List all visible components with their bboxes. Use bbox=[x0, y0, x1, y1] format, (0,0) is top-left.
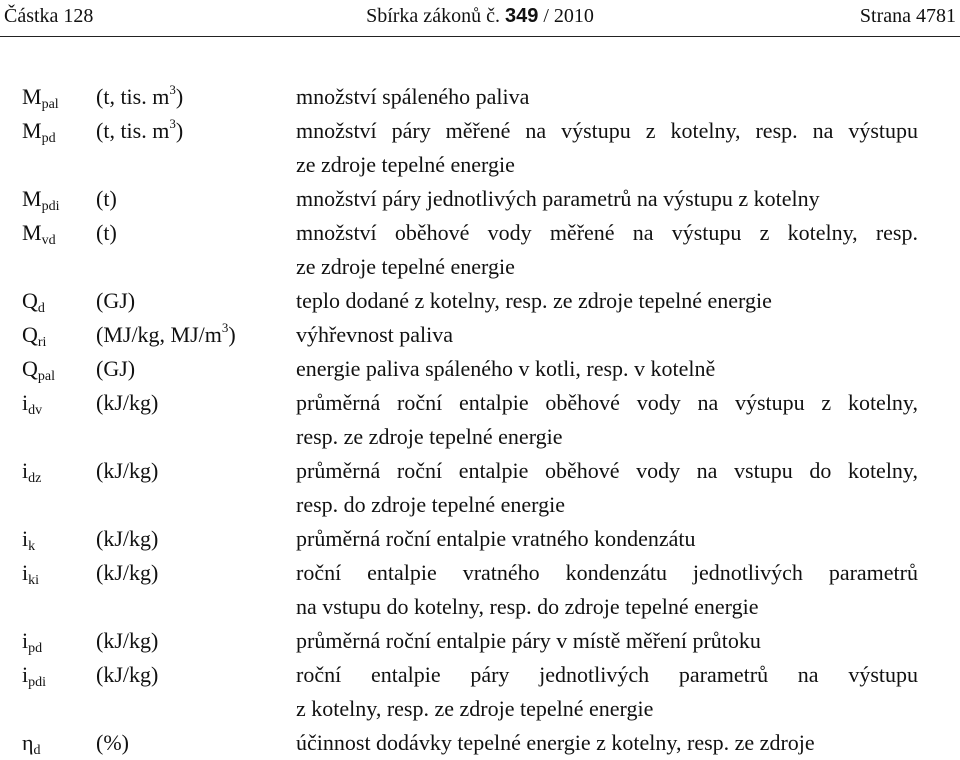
symbol-row bbox=[0, 352, 960, 386]
symbol-cell bbox=[0, 182, 92, 216]
symbol-cell bbox=[0, 658, 92, 692]
unit-text: (t) bbox=[96, 186, 117, 211]
symbol-subscript: d bbox=[37, 301, 45, 316]
symbol-row bbox=[0, 454, 960, 488]
symbol-row bbox=[0, 148, 960, 182]
symbol-row bbox=[0, 692, 960, 726]
symbol-letter: i bbox=[22, 458, 29, 483]
description-line: množství páry měřené na výstupu z kotelny, resp. na výstupu bbox=[296, 118, 918, 143]
unit-text: (kJ/kg) bbox=[96, 560, 159, 585]
description-line: energie paliva spáleného v kotli, resp. v kotelně bbox=[296, 356, 716, 381]
description-line: průměrná roční entalpie páry v místě měření průtoku bbox=[296, 628, 761, 653]
symbol-cell bbox=[0, 488, 92, 522]
unit-text: (t, tis. m bbox=[96, 84, 170, 109]
unit-cell bbox=[92, 250, 296, 284]
page-header bbox=[0, 2, 960, 32]
unit-text: (kJ/kg) bbox=[96, 662, 159, 687]
unit-cell bbox=[92, 522, 296, 556]
symbol-letter: i bbox=[22, 390, 29, 415]
symbol-letter: M bbox=[22, 220, 42, 245]
symbol-row bbox=[0, 522, 960, 556]
symbol-cell bbox=[0, 250, 92, 284]
symbol-letter: Q bbox=[22, 322, 38, 347]
description-line: ze zdroje tepelné energie bbox=[296, 254, 515, 279]
unit-cell bbox=[92, 80, 296, 114]
unit-text: (GJ) bbox=[96, 288, 136, 313]
description-line: průměrná roční entalpie oběhové vody na výstupu z kotelny, bbox=[296, 390, 918, 415]
symbol-subscript: d bbox=[33, 743, 41, 758]
symbol-letter: Q bbox=[22, 288, 38, 313]
symbol-subscript: dz bbox=[28, 471, 42, 486]
header-collection-number: 349 bbox=[504, 5, 539, 27]
symbol-subscript: vd bbox=[41, 233, 56, 248]
unit-cell bbox=[92, 726, 296, 760]
symbol-subscript: pdi bbox=[28, 675, 47, 690]
unit-cell bbox=[92, 692, 296, 726]
header-collection-year: / 2010 bbox=[543, 5, 594, 27]
unit-superscript: 3 bbox=[169, 82, 176, 97]
symbol-subscript: pd bbox=[28, 641, 43, 656]
description-line: z kotelny, resp. ze zdroje tepelné energie bbox=[296, 696, 654, 721]
symbol-letter: M bbox=[22, 84, 42, 109]
unit-text: (%) bbox=[96, 730, 129, 755]
description-line: množství oběhové vody měřené na výstupu z kotelny, resp. bbox=[296, 220, 918, 245]
symbol-subscript: ri bbox=[37, 335, 47, 350]
unit-text: (kJ/kg) bbox=[96, 458, 159, 483]
unit-cell bbox=[92, 318, 296, 352]
symbol-subscript: pal bbox=[37, 369, 55, 384]
symbol-list bbox=[0, 80, 960, 760]
symbol-row bbox=[0, 658, 960, 692]
unit-cell bbox=[92, 556, 296, 590]
unit-text: (kJ/kg) bbox=[96, 628, 159, 653]
symbol-subscript: ki bbox=[28, 573, 40, 588]
unit-text: (kJ/kg) bbox=[96, 526, 159, 551]
symbol-cell bbox=[0, 454, 92, 488]
description-line: průměrná roční entalpie oběhové vody na vstupu do kotelny, bbox=[296, 458, 918, 483]
symbol-cell bbox=[0, 692, 92, 726]
symbol-row bbox=[0, 420, 960, 454]
symbol-letter: i bbox=[22, 628, 29, 653]
unit-cell bbox=[92, 284, 296, 318]
unit-cell bbox=[92, 454, 296, 488]
unit-cell bbox=[92, 590, 296, 624]
unit-cell bbox=[92, 488, 296, 522]
description-line: roční entalpie páry jednotlivých parametrů na výstupu bbox=[296, 662, 918, 687]
unit-text: (kJ/kg) bbox=[96, 390, 159, 415]
unit-close: ) bbox=[228, 322, 236, 347]
description-line: resp. do zdroje tepelné energie bbox=[296, 492, 565, 517]
symbol-cell bbox=[0, 386, 92, 420]
unit-superscript: 3 bbox=[169, 116, 176, 131]
symbol-subscript: dv bbox=[28, 403, 43, 418]
symbol-letter: i bbox=[22, 662, 29, 687]
symbol-cell bbox=[0, 148, 92, 182]
unit-cell bbox=[92, 352, 296, 386]
description-line: roční entalpie vratného kondenzátu jednotlivých parametrů bbox=[296, 560, 918, 585]
unit-cell bbox=[92, 658, 296, 692]
symbol-row bbox=[0, 250, 960, 284]
header-collection-prefix: Sbírka zákonů č. bbox=[366, 5, 500, 27]
unit-close: ) bbox=[175, 84, 184, 109]
symbol-row bbox=[0, 488, 960, 522]
symbol-subscript: pal bbox=[41, 97, 59, 112]
description-line: na vstupu do kotelny, resp. do zdroje tepelné energie bbox=[296, 594, 759, 619]
unit-text: (MJ/kg, MJ/m bbox=[96, 322, 222, 347]
symbol-row bbox=[0, 114, 960, 148]
description-line: výhřevnost paliva bbox=[296, 322, 454, 347]
description-line: teplo dodané z kotelny, resp. ze zdroje tepelné energie bbox=[296, 288, 772, 313]
symbol-subscript: pdi bbox=[41, 199, 60, 214]
header-collection bbox=[0, 2, 960, 30]
symbol-row bbox=[0, 386, 960, 420]
symbol-cell bbox=[0, 318, 92, 352]
symbol-letter: i bbox=[22, 560, 29, 585]
unit-cell bbox=[92, 420, 296, 454]
symbol-cell bbox=[0, 726, 92, 760]
unit-text: (t) bbox=[96, 220, 117, 245]
symbol-cell bbox=[0, 114, 92, 148]
symbol-cell bbox=[0, 284, 92, 318]
symbol-cell bbox=[0, 80, 92, 114]
header-rule bbox=[0, 36, 960, 37]
symbol-letter: M bbox=[22, 118, 42, 143]
symbol-cell bbox=[0, 624, 92, 658]
unit-cell bbox=[92, 216, 296, 250]
symbol-row bbox=[0, 182, 960, 216]
symbol-row bbox=[0, 284, 960, 318]
symbol-cell bbox=[0, 590, 92, 624]
symbol-row bbox=[0, 590, 960, 624]
symbol-cell bbox=[0, 216, 92, 250]
symbol-cell bbox=[0, 352, 92, 386]
symbol-row bbox=[0, 216, 960, 250]
header-page-number: Strana 4781 bbox=[859, 5, 956, 27]
unit-cell bbox=[92, 386, 296, 420]
unit-cell bbox=[92, 624, 296, 658]
symbol-cell bbox=[0, 556, 92, 590]
unit-cell bbox=[92, 114, 296, 148]
symbol-cell bbox=[0, 522, 92, 556]
header-issue: Částka 128 bbox=[4, 5, 94, 27]
unit-close: ) bbox=[175, 118, 184, 143]
symbol-row bbox=[0, 556, 960, 590]
unit-cell bbox=[92, 148, 296, 182]
description-line: resp. ze zdroje tepelné energie bbox=[296, 424, 563, 449]
description-line: množství spáleného paliva bbox=[296, 84, 530, 109]
symbol-letter: M bbox=[22, 186, 42, 211]
symbol-letter: Q bbox=[22, 356, 38, 381]
symbol-row bbox=[0, 318, 960, 352]
description-line: průměrná roční entalpie vratného kondenzátu bbox=[296, 526, 696, 551]
symbol-row bbox=[0, 726, 960, 760]
symbol-letter: η bbox=[22, 730, 34, 755]
symbol-subscript: pd bbox=[41, 131, 56, 146]
unit-text: (t, tis. m bbox=[96, 118, 170, 143]
symbol-row bbox=[0, 80, 960, 114]
description-line: ze zdroje tepelné energie bbox=[296, 152, 515, 177]
description-line: účinnost dodávky tepelné energie z kotelny, resp. ze zdroje bbox=[296, 730, 815, 755]
unit-superscript: 3 bbox=[221, 320, 229, 335]
symbol-subscript: k bbox=[28, 539, 36, 554]
description-line: množství páry jednotlivých parametrů na výstupu z kotelny bbox=[296, 186, 820, 211]
symbol-row bbox=[0, 624, 960, 658]
symbol-cell bbox=[0, 420, 92, 454]
symbol-letter: i bbox=[22, 526, 29, 551]
unit-cell bbox=[92, 182, 296, 216]
unit-text: (GJ) bbox=[96, 356, 136, 381]
